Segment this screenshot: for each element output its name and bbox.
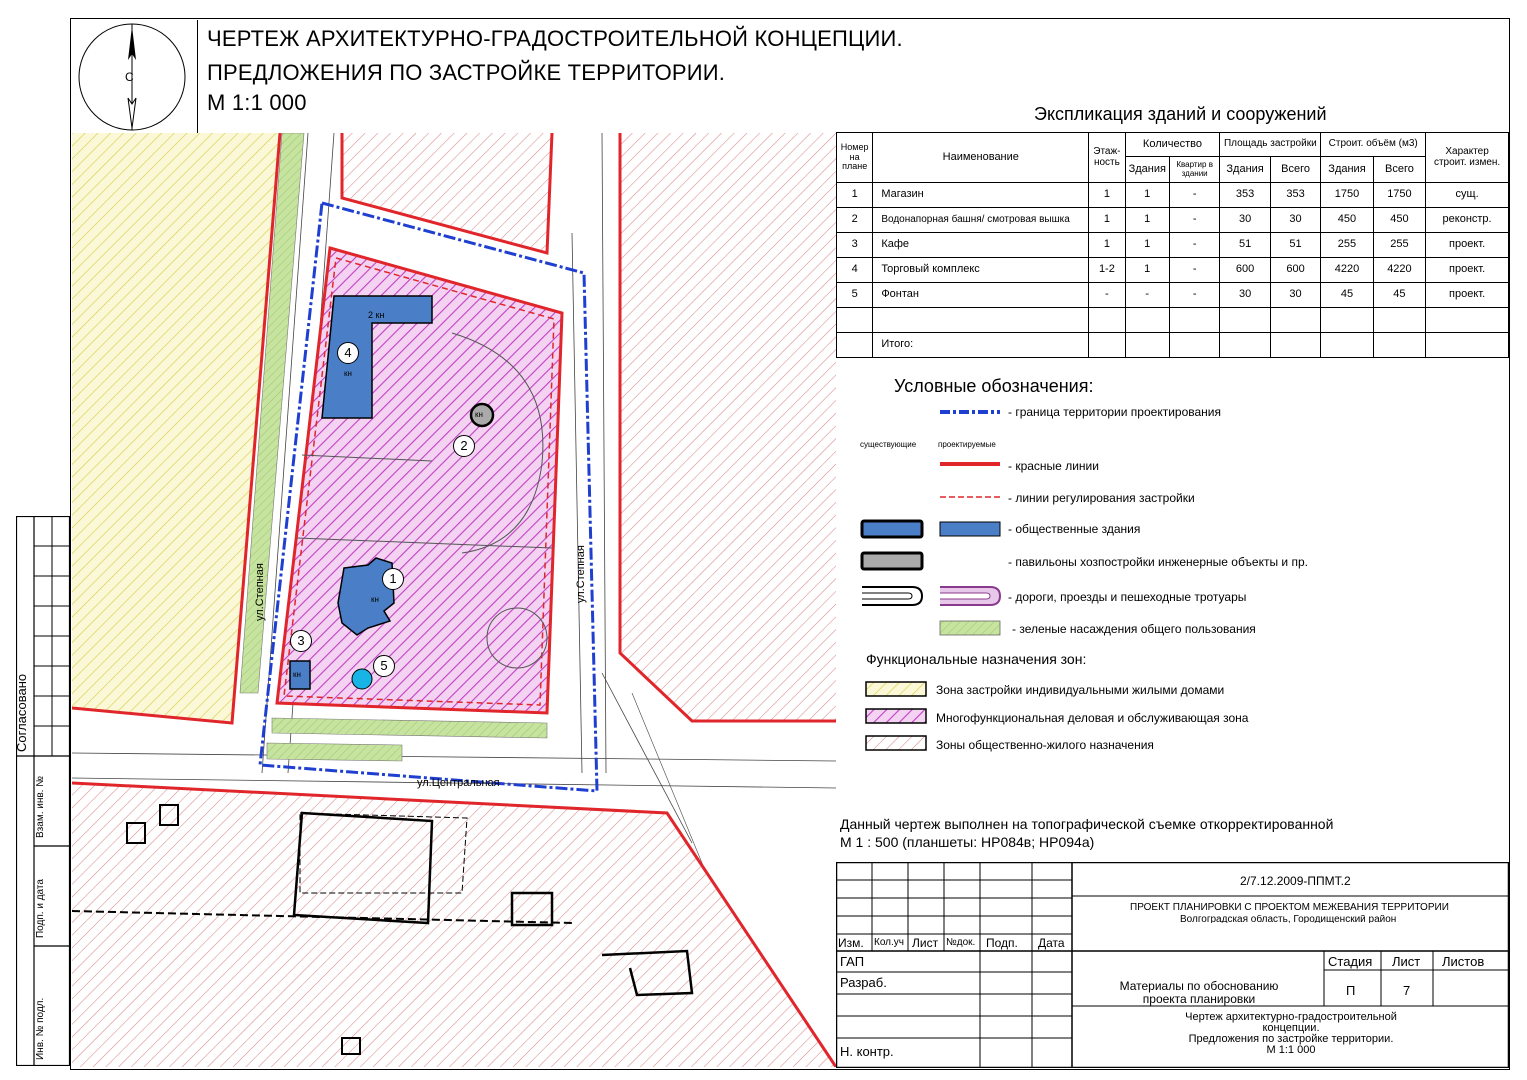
row-volume-total: 1750: [1373, 183, 1425, 208]
site-plan-map: [72, 133, 836, 1067]
row-apartments: -: [1169, 258, 1219, 283]
row-volume-building: 45: [1321, 283, 1373, 308]
building-5-fountain: [352, 669, 372, 689]
row-name: Кафе: [873, 233, 1089, 258]
header-volume: Строит. объём (м3): [1321, 133, 1426, 157]
pavilion-swatch-icon: [860, 551, 924, 571]
marker-2: 2: [453, 435, 475, 457]
row-volume-building: 450: [1321, 208, 1373, 233]
legend-regulation-lines: - линии регулирования застройки: [1008, 491, 1195, 505]
green-swatch-icon: [938, 618, 1002, 638]
zone-public-residential-swatch-icon: [864, 733, 928, 753]
drawing-line-4: М 1:1 000: [1266, 1044, 1316, 1056]
row-volume-building: 4220: [1321, 258, 1373, 283]
building-1-floors-label: кн: [371, 595, 379, 604]
row-floors: 1-2: [1089, 258, 1125, 283]
compass-label: С: [125, 70, 134, 84]
row-buildings: 1: [1125, 183, 1169, 208]
legend-zone-public-residential: Зоны общественно-жилого назначения: [936, 738, 1154, 752]
stage-value: П: [1346, 983, 1356, 998]
header-count-apartments: Квартир в здании: [1169, 157, 1219, 183]
row-num: 3: [837, 233, 873, 258]
row-name: Торговый комплекс: [873, 258, 1089, 283]
row-floors: 1: [1089, 233, 1125, 258]
legend-pavilions: - павильоны хозпостройки инженерные объекты и пр.: [1008, 555, 1308, 569]
legend-projected-label: проектируемые: [938, 440, 996, 449]
row-volume-total: 450: [1373, 208, 1425, 233]
zone-public-residential-east: [620, 133, 836, 721]
street-west-label: ул.Степная: [254, 563, 266, 621]
header-area-total: Всего: [1270, 157, 1320, 183]
drawing-line-3: Предложения по застройке территории.: [1188, 1033, 1394, 1045]
header-character: Характер строит. измен.: [1426, 133, 1509, 183]
building-2-floors-label: кн: [475, 410, 483, 419]
survey-note-line-2: М 1 : 500 (планшеты: НР084в; НР094а): [840, 834, 1095, 850]
row-area-total: 51: [1270, 233, 1320, 258]
building-4-floors-label: кн: [344, 369, 352, 378]
row-area-building: 30: [1220, 283, 1270, 308]
table-row-empty: [837, 308, 1509, 333]
row-character: проект.: [1426, 233, 1509, 258]
row-volume-total: 4220: [1373, 258, 1425, 283]
project-subtitle: Волгоградская область, Городищенский район: [1180, 915, 1397, 923]
row-num: 1: [837, 183, 873, 208]
title-line-2: ПРЕДЛОЖЕНИЯ ПО ЗАСТРОЙКЕ ТЕРРИТОРИИ.: [207, 60, 726, 85]
table-row: [837, 258, 1509, 283]
regulation-line-swatch-icon: [938, 488, 1002, 506]
zone-business-swatch-icon: [864, 706, 928, 726]
sheet-label: Лист: [1392, 954, 1421, 969]
row-floors: -: [1089, 283, 1125, 308]
row-num: 5: [837, 283, 873, 308]
drawing-line-1: Чертеж архитектурно-градостроительной: [1185, 1011, 1397, 1023]
title-block: [836, 862, 1509, 1068]
explication-title: Экспликация зданий и сооружений: [1034, 104, 1327, 124]
row-apartments: -: [1169, 208, 1219, 233]
materials-line-1: Материалы по обоснованию: [1119, 979, 1279, 993]
red-line-swatch-icon: [938, 455, 1002, 473]
zone-individual-swatch-icon: [864, 679, 928, 699]
row-apartments: -: [1169, 183, 1219, 208]
materials-line-2: проекта планировки: [1142, 992, 1256, 1006]
row-area-total: 30: [1270, 208, 1320, 233]
table-row: [837, 283, 1509, 308]
row-area-total: 600: [1270, 258, 1320, 283]
legend-existing-label: существующие: [860, 440, 917, 449]
role-developer: Разраб.: [840, 975, 887, 990]
legend-public-buildings: - общественные здания: [1008, 522, 1141, 536]
col-sheet: Лист: [912, 936, 939, 950]
drawing-line-2: концепции.: [1262, 1022, 1320, 1034]
legend-zone-individual: Зона застройки индивидуальными жилыми домами: [936, 683, 1225, 697]
row-volume-total: 255: [1373, 233, 1425, 258]
header-area: Площадь застройки: [1220, 133, 1321, 157]
inv-original-label: Инв. № подл.: [35, 997, 46, 1060]
sheets-label: Листов: [1442, 954, 1485, 969]
building-3-floors-label: кн: [293, 670, 301, 679]
row-area-total: 30: [1270, 283, 1320, 308]
marker-1: 1: [382, 568, 404, 590]
row-volume-total: 45: [1373, 283, 1425, 308]
row-volume-building: 255: [1321, 233, 1373, 258]
col-change: Изм.: [838, 936, 864, 950]
side-approval-strip: [16, 516, 70, 1066]
row-character: сущ.: [1426, 183, 1509, 208]
row-name: Фонтан: [873, 283, 1089, 308]
row-buildings: 1: [1125, 208, 1169, 233]
stage-label: Стадия: [1328, 954, 1373, 969]
marker-3: 3: [290, 630, 312, 652]
public-building-existing-icon: [860, 519, 924, 539]
street-east-label: ул.Степная: [575, 545, 587, 603]
legend-boundary: - граница территории проектирования: [1008, 405, 1221, 419]
road-existing-icon: [860, 585, 924, 607]
col-count: Кол.уч: [874, 937, 904, 948]
row-num: 2: [837, 208, 873, 233]
inv-replacement-label: Взам. инв. №: [35, 776, 46, 838]
row-area-total: 353: [1270, 183, 1320, 208]
header-area-building: Здания: [1220, 157, 1270, 183]
title-line-3: М 1:1 000: [207, 90, 307, 115]
row-buildings: 1: [1125, 258, 1169, 283]
road-projected-icon: [938, 585, 1002, 607]
building-4-label: 2 кн: [368, 310, 385, 320]
survey-note-line-1: Данный чертеж выполнен на топографической съемке откорректированной: [840, 816, 1334, 832]
col-sign: Подп.: [986, 936, 1018, 950]
table-row: [837, 208, 1509, 233]
row-name: Водонапорная башня/ смотровая вышка: [873, 208, 1089, 233]
legend-red-lines: - красные линии: [1008, 459, 1099, 473]
row-floors: 1: [1089, 183, 1125, 208]
north-arrow: [72, 20, 198, 134]
marker-4: 4: [337, 342, 359, 364]
survey-note: [840, 815, 1333, 851]
row-buildings: 1: [1125, 233, 1169, 258]
site-plan-svg: [72, 133, 836, 1067]
marker-5: 5: [373, 655, 395, 677]
title-line-1: ЧЕРТЕЖ АРХИТЕКТУРНО-ГРАДОСТРОИТЕЛЬНОЙ КОНЦЕПЦИИ.: [207, 26, 903, 51]
row-area-building: 51: [1220, 233, 1270, 258]
header-volume-total: Всего: [1373, 157, 1425, 183]
row-num: 4: [837, 258, 873, 283]
legend-green: - зеленые насаждения общего пользования: [1012, 622, 1256, 636]
row-buildings: -: [1125, 283, 1169, 308]
row-apartments: -: [1169, 233, 1219, 258]
row-character: проект.: [1426, 283, 1509, 308]
header-count: Количество: [1125, 133, 1220, 157]
row-area-building: 353: [1220, 183, 1270, 208]
street-south-label: ул.Центральная: [417, 777, 500, 789]
row-volume-building: 1750: [1321, 183, 1373, 208]
legend-zone-business: Многофункциональная деловая и обслуживающая зона: [936, 711, 1249, 725]
legend-roads: - дороги, проезды и пешеходные тротуары: [1008, 590, 1247, 604]
document-code: 2/7.12.2009-ППМТ.2: [1240, 874, 1351, 888]
compass-icon: [72, 20, 198, 134]
row-character: реконстр.: [1426, 208, 1509, 233]
table-row-total: [837, 333, 1509, 358]
row-name: Магазин: [873, 183, 1089, 208]
functional-zones-title: Функциональные назначения зон:: [866, 651, 1087, 667]
agreed-label: Согласовано: [14, 673, 29, 752]
role-norm-control: Н. контр.: [840, 1044, 894, 1059]
header-count-buildings: Здания: [1125, 157, 1169, 183]
col-doc: №док.: [946, 937, 976, 948]
table-row: [837, 233, 1509, 258]
sheet-value: 7: [1403, 983, 1411, 998]
row-area-building: 30: [1220, 208, 1270, 233]
role-gap: ГАП: [840, 954, 865, 969]
row-character: проект.: [1426, 258, 1509, 283]
header-name: Наименование: [873, 133, 1089, 183]
row-floors: 1: [1089, 208, 1125, 233]
project-title: ПРОЕКТ ПЛАНИРОВКИ С ПРОЕКТОМ МЕЖЕВАНИЯ ТЕРРИТОРИИ: [1130, 902, 1449, 913]
row-apartments: -: [1169, 283, 1219, 308]
col-date: Дата: [1038, 936, 1065, 950]
header-num: Номер на плане: [837, 133, 873, 183]
header-volume-building: Здания: [1321, 157, 1373, 183]
row-area-building: 600: [1220, 258, 1270, 283]
sign-date-label: Подп. и дата: [35, 879, 46, 938]
header-floors: Этаж-ность: [1089, 133, 1125, 183]
table-row: [837, 183, 1509, 208]
explication-table: [836, 132, 1509, 358]
total-label: Итого:: [873, 333, 1089, 358]
legend-title: Условные обозначения:: [894, 376, 1094, 396]
boundary-swatch-icon: [938, 403, 1002, 421]
public-building-projected-icon: [938, 519, 1002, 539]
